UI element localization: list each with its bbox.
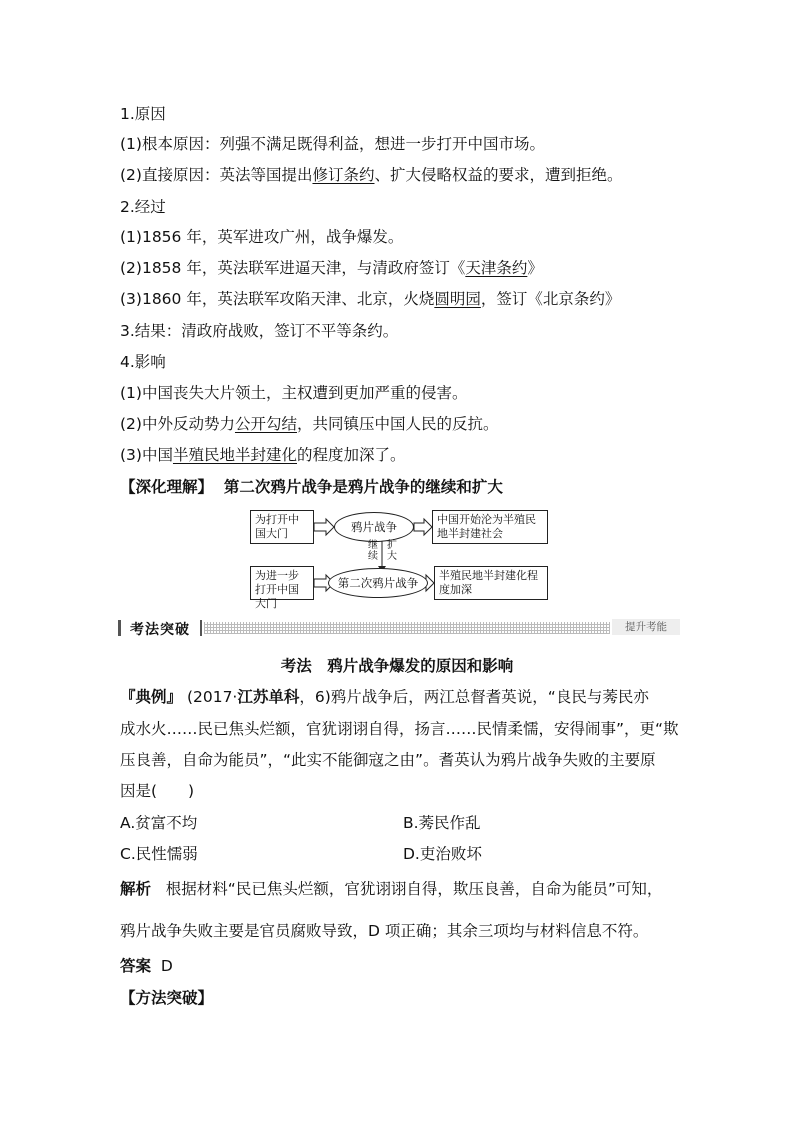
deepen-title: 第二次鸦片战争是鸦片战争的继续和扩大 [223, 478, 503, 496]
text-span: (2)直接原因：英法等国提出 [120, 166, 313, 184]
answer-label: 答案 [120, 957, 152, 975]
analysis-text: 根据材料“民已焦头烂额，官犹诩诩自得，欺压良善，自命为能员”可知， [165, 880, 663, 898]
analysis-label: 解析 [120, 880, 152, 898]
banner-bar-left [118, 620, 121, 636]
arrow-right-icon [414, 519, 432, 535]
diagram-top-right: 中国开始沦为半殖民地半封建社会 [432, 510, 548, 544]
text-span: 》 [527, 259, 543, 277]
analysis-line-1 [120, 878, 662, 900]
diagram-bottom-center: 第二次鸦片战争 [328, 568, 428, 598]
text-span: 、扩大侵略权益的要求，遭到拒绝。 [374, 166, 623, 184]
method-title: 考法 鸦片战争爆发的原因和影响 [280, 657, 514, 675]
text-span: ，签订《北京条约》 [480, 290, 621, 308]
analysis-line-2: 鸦片战争失败主要是官员腐败导致，D 项正确；其余三项均与材料信息不符。 [120, 922, 649, 940]
result-text: 3.结果：清政府战败，签订不平等条约。 [120, 322, 399, 340]
underlined-term: 圆明园 [434, 290, 481, 308]
banner-title: 考法突破 [130, 622, 190, 638]
text-span: (3)中国 [120, 446, 173, 464]
underlined-term: 公开勾结 [234, 415, 297, 433]
option-c[interactable]: C.民性懦弱 [120, 845, 198, 863]
underlined-term: 天津条约 [465, 259, 528, 277]
example-line-4: 因是( ) [120, 782, 195, 800]
method-breakthrough: 【方法突破】 [120, 989, 214, 1007]
example-line-3: 压良善，自命为能员”，“此实不能御寇之由”。耆英认为鸦片战争失败的主要原 [120, 751, 656, 769]
text-span: ，6)鸦片战争后，两江总督耆英说，“良民与莠民亦 [299, 688, 649, 706]
impact-heading: 4.影响 [120, 353, 166, 371]
impact-1: (1)中国丧失大片领土，主权遭到更加严重的侵害。 [120, 384, 468, 402]
example-line-2: 成水火……民已焦头烂额，官犹诩诩自得，扬言……民情柔懦，安得闹事”，更“欺 [120, 720, 679, 738]
text-span: 的程度加深了。 [296, 446, 406, 464]
deepen-label: 【深化理解】 [120, 478, 214, 496]
text-span: (2)中外反动势力 [120, 415, 235, 433]
arrow-right-icon [314, 519, 334, 535]
diagram-expand-label: 扩大 [387, 540, 397, 562]
example-line-1 [120, 686, 649, 708]
impact-2 [120, 413, 499, 435]
flow-diagram [248, 506, 550, 610]
option-d[interactable]: D.吏治败坏 [403, 845, 482, 863]
deepen-understanding [120, 476, 503, 498]
section-banner [118, 618, 680, 638]
exam-source: 江苏单科 [237, 688, 300, 706]
option-b[interactable]: B.莠民作乱 [403, 814, 481, 832]
example-label: 『典例』 [120, 688, 183, 706]
diagram-bottom-left: 为进一步打开中国大门 [250, 566, 314, 600]
process-2 [120, 257, 543, 279]
cause-heading: 1.原因 [120, 105, 166, 123]
text-span: (2)1858 年，英法联军进逼天津，与清政府签订《 [120, 259, 466, 277]
diagram-top-left: 为打开中国大门 [250, 510, 314, 544]
cause-direct [120, 164, 623, 186]
process-heading: 2.经过 [120, 198, 166, 216]
impact-3 [120, 444, 406, 466]
underlined-term: 修订条约 [312, 166, 375, 184]
process-1: (1)1856 年，英军进攻广州，战争爆发。 [120, 228, 404, 246]
cause-root: (1)根本原因：列强不满足既得利益，想进一步打开中国市场。 [120, 135, 545, 153]
answer-line [120, 955, 173, 977]
underlined-term: 半殖民地半封建化 [172, 446, 297, 464]
process-3 [120, 288, 620, 310]
text-span: (2017· [182, 688, 238, 706]
banner-bar-mid [200, 620, 202, 636]
text-span: (3)1860 年，英法联军攻陷天津、北京，火烧 [120, 290, 435, 308]
diagram-continue-label: 继续 [368, 540, 378, 562]
answer-value: D [160, 957, 173, 975]
banner-pattern [204, 622, 610, 634]
text-span: ，共同镇压中国人民的反抗。 [296, 415, 499, 433]
banner-right-label: 提升考能 [612, 619, 680, 635]
diagram-bottom-right: 半殖民地半封建化程度加深 [434, 566, 548, 600]
diagram-top-center: 鸦片战争 [334, 512, 414, 542]
option-a[interactable]: A.贫富不均 [120, 814, 198, 832]
